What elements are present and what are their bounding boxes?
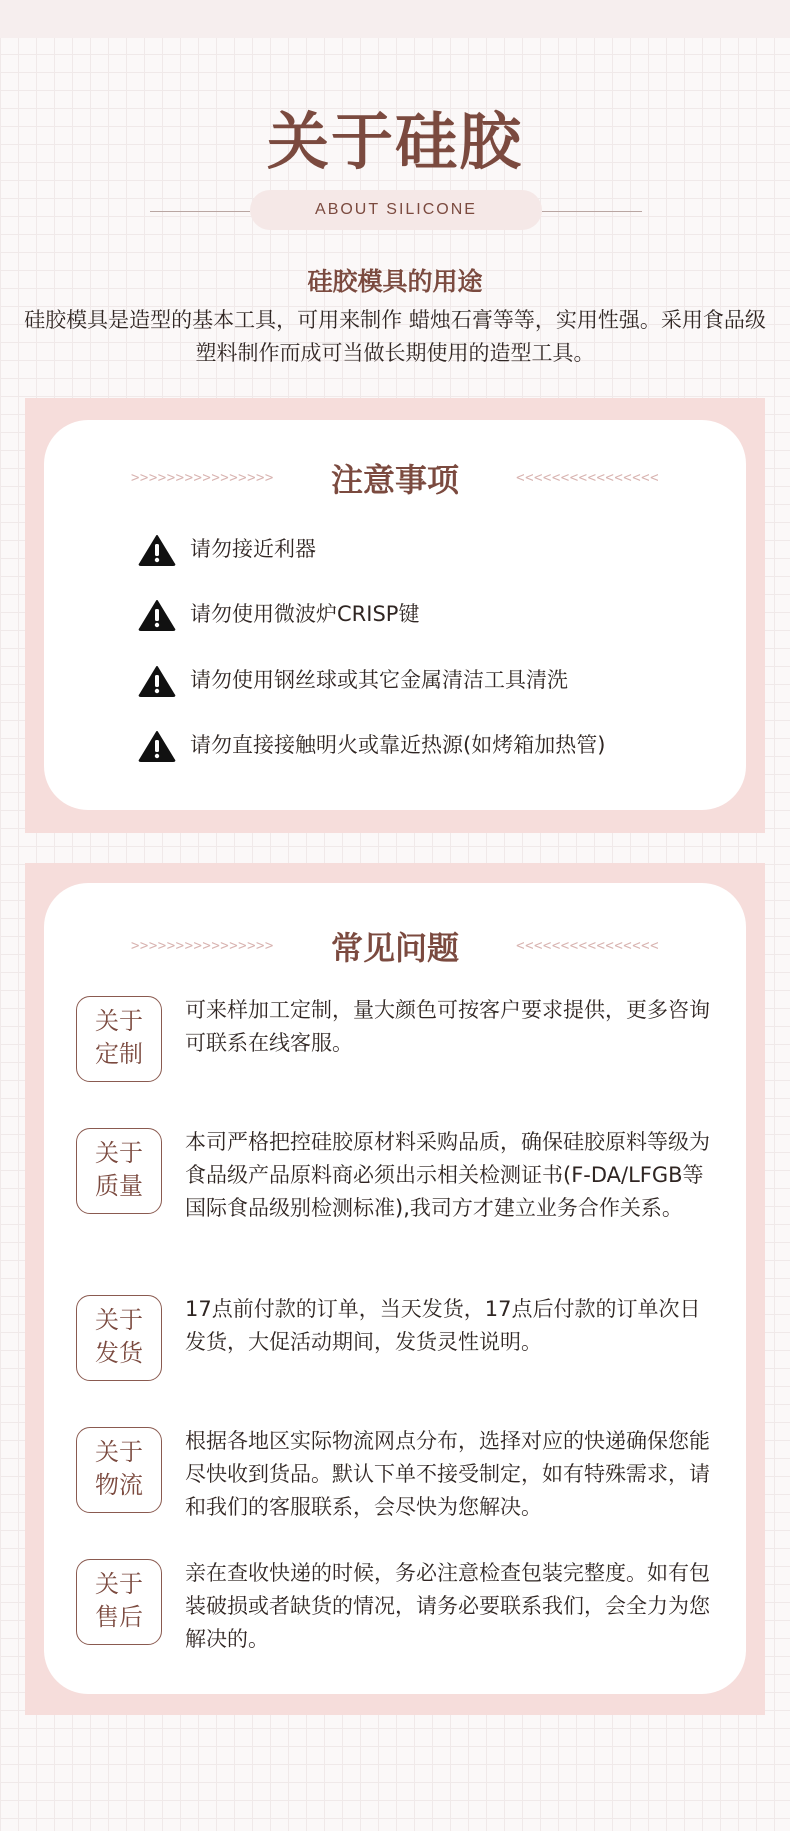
faq-badge bbox=[76, 1295, 162, 1381]
faq-answer: 亲在查收快递的时候，务必注意检查包装完整度。如有包装破损或者缺货的情况，请务必要联系我们，会全力为您解决的。 bbox=[185, 1561, 710, 1651]
faq-badge-bottom: 发货 bbox=[95, 1339, 143, 1367]
notice-item-text: 请勿使用微波炉CRISP键 bbox=[190, 602, 420, 626]
faq-answer: 可来样加工定制，量大颜色可按客户要求提供，更多咨询可联系在线客服。 bbox=[185, 998, 710, 1055]
faq-answer: 本司严格把控硅胶原材料采购品质，确保硅胶原料等级为食品级产品原料商必须出示相关检测证书(F-DA/LFGB等国际食品级别检测标准),我司方才建立业务合作关系。 bbox=[185, 1130, 710, 1220]
faq-card bbox=[44, 883, 746, 1694]
notice-header bbox=[44, 458, 746, 502]
warning-triangle-icon bbox=[138, 534, 176, 566]
notice-item-text: 请勿使用钢丝球或其它金属清洁工具清洗 bbox=[190, 668, 568, 692]
faq-badge-top: 关于 bbox=[95, 1007, 143, 1035]
faq-arrows-left: >>>>>>>>>>>>>>>> bbox=[131, 938, 274, 954]
usage-title: 硅胶模具的用途 bbox=[307, 267, 483, 296]
faq-badge-bottom: 定制 bbox=[95, 1040, 143, 1068]
faq-badge-top: 关于 bbox=[95, 1139, 143, 1167]
faq-badge-top: 关于 bbox=[95, 1570, 143, 1598]
faq-badge bbox=[76, 1128, 162, 1214]
warning-triangle-icon bbox=[138, 599, 176, 631]
faq-answer: 根据各地区实际物流网点分布，选择对应的快递确保您能尽快收到货品。默认下单不接受制定，如有特殊需求，请和我们的客服联系，会尽快为您解决。 bbox=[185, 1429, 710, 1519]
faq-badge bbox=[76, 996, 162, 1082]
notice-arrows-right: <<<<<<<<<<<<<<<< bbox=[516, 470, 659, 486]
warning-triangle-icon bbox=[138, 665, 176, 697]
notice-card bbox=[44, 420, 746, 810]
notice-panel bbox=[25, 398, 765, 833]
warning-triangle-icon bbox=[138, 730, 176, 762]
notice-item-text: 请勿直接接触明火或靠近热源(如烤箱加热管) bbox=[190, 733, 606, 757]
faq-badge-bottom: 售后 bbox=[95, 1603, 143, 1631]
notice-arrows-left: >>>>>>>>>>>>>>>> bbox=[131, 470, 274, 486]
subtitle-divider-left bbox=[150, 211, 250, 212]
subtitle-divider-right bbox=[542, 211, 642, 212]
faq-badge bbox=[76, 1427, 162, 1513]
subtitle-row bbox=[150, 190, 642, 230]
notice-item-text: 请勿接近利器 bbox=[190, 537, 316, 561]
faq-arrows-right: <<<<<<<<<<<<<<<< bbox=[516, 938, 659, 954]
faq-badge-bottom: 物流 bbox=[95, 1471, 143, 1499]
faq-badge bbox=[76, 1559, 162, 1645]
faq-answer: 17点前付款的订单，当天发货，17点后付款的订单次日发货，大促活动期间，发货灵性说明。 bbox=[185, 1297, 701, 1354]
subtitle-pill: ABOUT SILICONE bbox=[250, 190, 542, 230]
faq-badge-top: 关于 bbox=[95, 1306, 143, 1334]
faq-header bbox=[44, 926, 746, 970]
faq-badge-bottom: 质量 bbox=[95, 1172, 143, 1200]
notice-title: 注意事项 bbox=[330, 461, 459, 499]
faq-title: 常见问题 bbox=[330, 929, 459, 967]
page-title: 关于硅胶 bbox=[266, 105, 523, 178]
top-band bbox=[0, 0, 790, 38]
usage-description: 硅胶模具是造型的基本工具，可用来制作 蜡烛石膏等等，实用性强。采用食品级塑料制作而成可当做长期使用的造型工具。 bbox=[24, 308, 766, 365]
faq-badge-top: 关于 bbox=[95, 1438, 143, 1466]
faq-panel bbox=[25, 863, 765, 1715]
